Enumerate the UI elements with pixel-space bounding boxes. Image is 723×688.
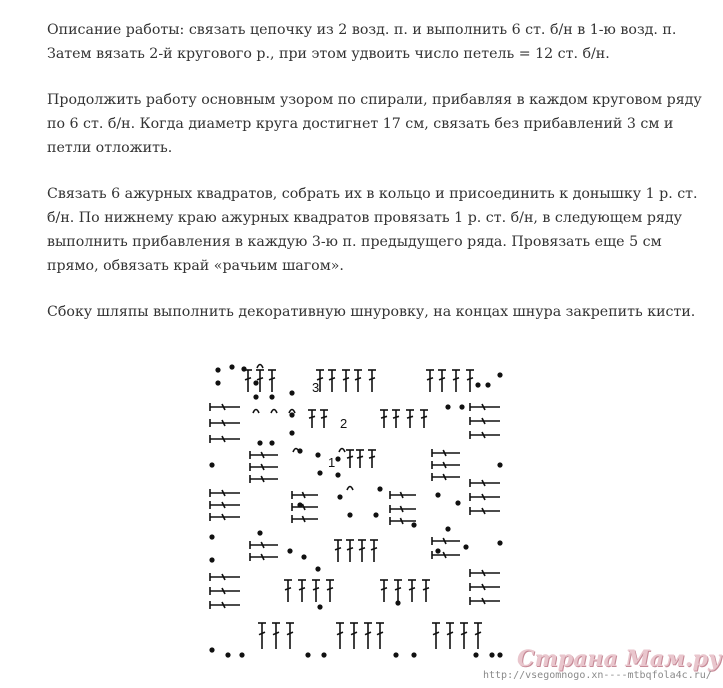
stitch-cross: [371, 548, 377, 550]
chain-dot: [464, 545, 468, 549]
chain-dot: [290, 413, 294, 417]
chain-dot: [476, 383, 480, 387]
chain-dot: [486, 383, 490, 387]
chain-dot: [226, 653, 230, 657]
chain-dot: [270, 395, 274, 399]
chain-arc: [293, 449, 299, 453]
chain-dot: [318, 471, 322, 475]
chain-arc: [339, 449, 345, 453]
chain-dot: [498, 463, 502, 467]
chain-dot: [498, 373, 502, 377]
chain-dot: [254, 381, 258, 385]
row-label-3: 3: [312, 380, 320, 395]
stitch-cross: [427, 378, 433, 380]
chain-dot: [290, 431, 294, 435]
stitch-cross: [421, 416, 427, 418]
chain-dot: [446, 527, 450, 531]
chain-dot: [412, 653, 416, 657]
stitch-cross: [327, 588, 333, 590]
chain-dot: [322, 653, 326, 657]
chain-dot: [436, 549, 440, 553]
chain-dot: [288, 549, 292, 553]
stitch-cross: [269, 378, 275, 380]
chain-dot: [210, 558, 214, 562]
stitch-cross: [347, 456, 353, 458]
chain-arc: [347, 487, 353, 491]
stitch-cross: [347, 548, 353, 550]
stitch-cross: [313, 588, 319, 590]
stitch-cross: [359, 548, 365, 550]
chain-dot: [394, 653, 398, 657]
chain-dot: [242, 367, 246, 371]
chain-dot: [298, 503, 302, 507]
stitch-cross: [335, 548, 341, 550]
chain-dot: [210, 535, 214, 539]
stitch-cross: [423, 588, 429, 590]
chain-arc: [253, 410, 259, 414]
chain-dot: [254, 395, 258, 399]
paragraph-3: Связать 6 ажурных квадратов, собрать их в кольцо и присоединить к донышку 1 р. ст. б/н. По нижнему краю ажурных квадратов провязать 1 р. ст. б/н, в следующем ряду выполнить прибавления в каждую 3-ю п. предыдущего ряда. Провязать еще 5 см прямо, обвязать край «рачьим шагом».: [47, 186, 698, 274]
chain-dot: [336, 457, 340, 461]
stitch-cross: [393, 416, 399, 418]
site-logo-watermark: Страна Мам.ру: [517, 646, 722, 672]
row-label-1: 1: [328, 455, 336, 470]
chain-dot: [316, 453, 320, 457]
chain-dot: [498, 541, 502, 545]
stitch-cross: [467, 378, 473, 380]
stitch-cross: [395, 588, 401, 590]
chain-dot: [396, 601, 400, 605]
chain-dot: [474, 653, 478, 657]
chain-dot: [316, 567, 320, 571]
chain-dot: [290, 391, 294, 395]
stitch-cross: [285, 588, 291, 590]
stitch-cross: [355, 378, 361, 380]
article-text: [47, 18, 707, 346]
stitch-cross: [329, 378, 335, 380]
stitch-cross: [453, 378, 459, 380]
chain-dot: [460, 405, 464, 409]
chain-dot: [258, 531, 262, 535]
chain-dot: [490, 653, 494, 657]
chain-arc: [257, 365, 263, 369]
chain-dot: [348, 513, 352, 517]
chain-arc: [271, 410, 277, 414]
chain-dot: [412, 523, 416, 527]
chain-dot: [378, 487, 382, 491]
chain-dot: [336, 473, 340, 477]
stitch-cross: [409, 588, 415, 590]
paragraph-1: Описание работы: связать цепочку из 2 возд. п. и выполнить 6 ст. б/н в 1-ю возд. п. Затем вязать 2-й кругового р., при этом удвоить число петель = 12 ст. б/н.: [47, 22, 677, 62]
stitch-cross: [381, 416, 387, 418]
stitch-cross: [407, 416, 413, 418]
chain-dot: [338, 495, 342, 499]
chain-dot: [302, 555, 306, 559]
row-label-2: 2: [340, 416, 348, 431]
stitch-cross: [439, 378, 445, 380]
source-url-watermark: http://vsegomnogo.xn----mtbqfola4c.ru/: [483, 670, 712, 681]
stitch-cross: [369, 378, 375, 380]
chain-dot: [270, 441, 274, 445]
paragraph-4: Сбоку шляпы выполнить декоративную шнуровку, на концах шнура закрепить кисти.: [47, 304, 696, 320]
stitch-cross: [245, 378, 251, 380]
chain-dot: [210, 648, 214, 652]
chain-dot: [498, 653, 502, 657]
stitch-cross: [343, 378, 349, 380]
chain-dot: [230, 365, 234, 369]
chain-dot: [318, 605, 322, 609]
chain-dot: [240, 653, 244, 657]
crochet-chart-svg: [200, 355, 520, 675]
stitch-cross: [309, 416, 315, 418]
chain-dot: [446, 405, 450, 409]
paragraph-2: Продолжить работу основным узором по спирали, прибавляя в каждом круговом ряду по 6 ст. б/н. Когда диаметр круга достигнет 17 см, связать без прибавлений 3 см и петли отложить.: [47, 92, 702, 156]
stitch-cross: [321, 416, 327, 418]
chain-dot: [306, 653, 310, 657]
chain-dot: [436, 493, 440, 497]
chain-dot: [216, 368, 220, 372]
stitch-cross: [369, 456, 375, 458]
chain-dot: [210, 463, 214, 467]
stitch-cross: [257, 378, 263, 380]
chain-dot: [216, 381, 220, 385]
chain-dot: [258, 441, 262, 445]
chain-dot: [374, 513, 378, 517]
chain-dot: [456, 501, 460, 505]
crochet-square-chart: [200, 355, 520, 675]
stitch-cross: [357, 456, 363, 458]
stitch-cross: [299, 588, 305, 590]
stitch-cross: [381, 588, 387, 590]
